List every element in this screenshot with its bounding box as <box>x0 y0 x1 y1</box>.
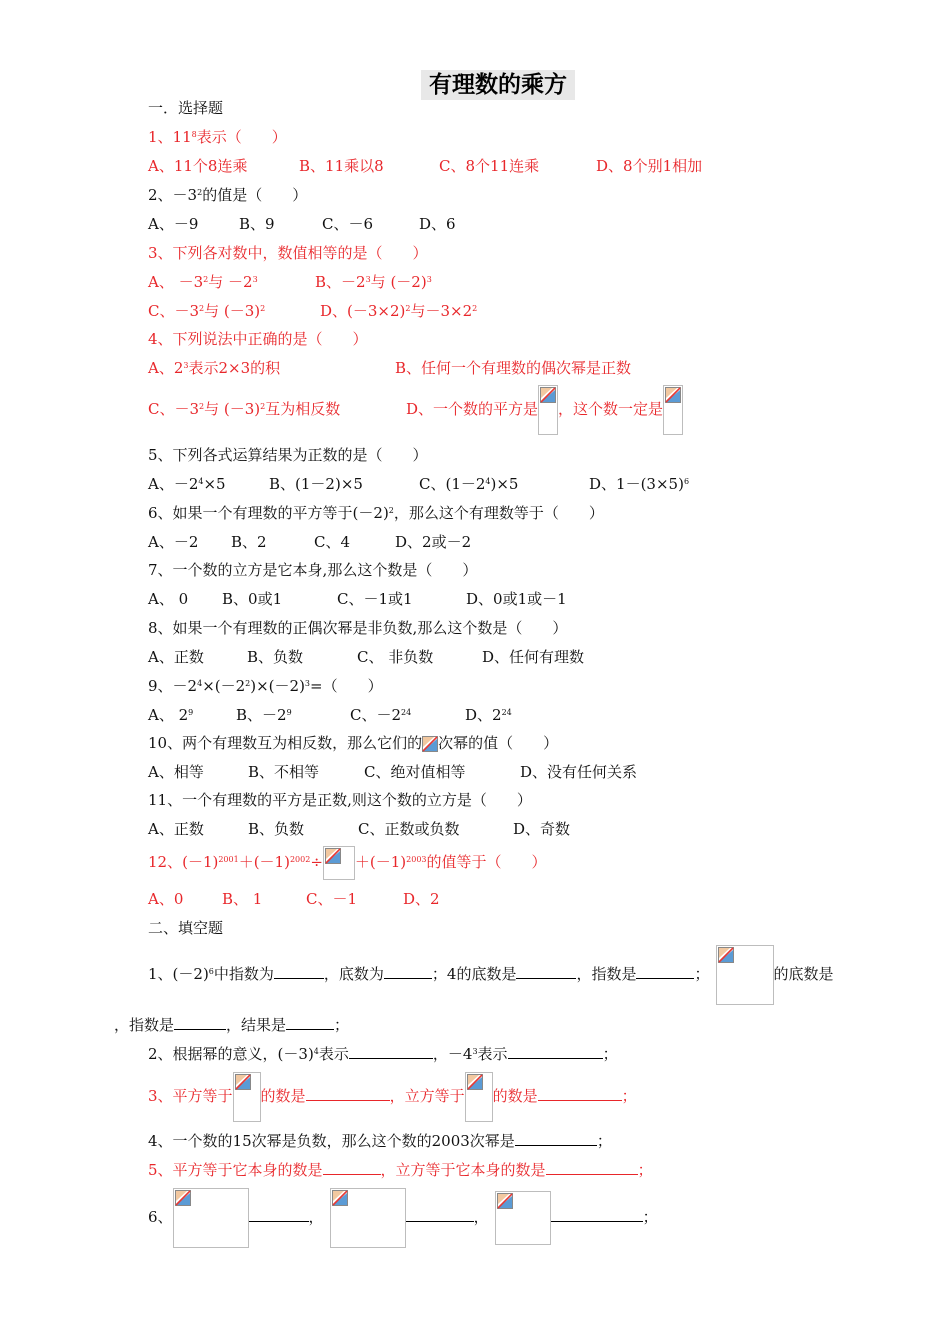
option-d: D、奇数 <box>513 820 571 838</box>
option-d: D、0或1或－1 <box>466 590 567 608</box>
option-d: D、任何有理数 <box>482 648 585 666</box>
question-10-options <box>148 762 637 782</box>
question-6: 6、如果一个有理数的平方等于$(-2)^2$，那么这个有理数等于（ ） <box>148 504 604 522</box>
option-d: D、8个别1相加 <box>596 157 703 175</box>
option-a: A、$2^3$表示2×3的积 <box>148 359 281 377</box>
option-d: D、$2^{24}$ <box>465 706 512 724</box>
question-12: 12、$(-1)^{2001}+(-1)^{2002}\div$ $+(-1)^{2003}$的值等于（ ） <box>148 844 547 880</box>
section-fill-heading: 二、填空题 <box>148 919 224 937</box>
answer-blank[interactable] <box>349 1044 433 1059</box>
broken-image-icon <box>330 1188 406 1248</box>
question-1: 1、$11^8$表示（ ） <box>148 128 287 146</box>
option-a: A、$-2^4\times 5$ <box>148 475 226 493</box>
option-b: B、任何一个有理数的偶次幂是正数 <box>395 359 632 377</box>
option-b: B、 1 <box>222 890 263 908</box>
option-a: A、－2 <box>148 533 199 551</box>
broken-image-icon <box>422 736 438 752</box>
option-a: A、 $-3^2$与 $-2^3$ <box>148 273 258 291</box>
option-d: D、6 <box>419 215 456 233</box>
fill-3: 3、平方等于 的数是 ，立方等于 的数是 ； <box>148 1070 637 1122</box>
broken-image-icon <box>663 385 683 435</box>
answer-blank[interactable] <box>551 1207 643 1222</box>
option-a: A、0 <box>148 890 184 908</box>
option-b: B、$-2^9$ <box>236 706 292 724</box>
question-5: 5、下列各式运算结果为正数的是（ ） <box>148 446 428 464</box>
option-d: D、没有任何关系 <box>520 763 638 781</box>
option-b: B、不相等 <box>248 763 320 781</box>
answer-blank[interactable] <box>516 964 576 979</box>
fill-2: 2、根据幂的意义，$(-3)^4$表示 ，$-4^3$表示 ； <box>148 1045 618 1063</box>
question-10: 10、两个有理数互为相反数，那么它们的 次幂的值（ ） <box>148 734 559 752</box>
answer-blank[interactable] <box>515 1131 597 1146</box>
option-c: C、4 <box>314 533 351 551</box>
question-4-options-ab <box>148 358 631 378</box>
option-b: B、2 <box>231 533 267 551</box>
option-c: C、$-2^{24}$ <box>350 706 412 724</box>
question-5-options <box>148 474 689 494</box>
question-2: 2、$-3^2$的值是（ ） <box>148 186 308 204</box>
option-c: C、正数或负数 <box>358 820 460 838</box>
fill-6: 6、 ， ， ； <box>148 1186 658 1248</box>
answer-blank[interactable] <box>406 1207 474 1222</box>
page-title: 有理数的乘方 <box>421 70 575 100</box>
option-c: C、 非负数 <box>357 648 434 666</box>
option-b: B、负数 <box>247 648 304 666</box>
option-b: B、9 <box>239 215 275 233</box>
question-4: 4、下列说法中正确的是（ ） <box>148 330 368 348</box>
option-d: D、2或－2 <box>395 533 472 551</box>
answer-blank[interactable] <box>508 1044 603 1059</box>
question-11-options <box>148 819 570 839</box>
answer-blank[interactable] <box>174 1015 226 1030</box>
option-a: A、－9 <box>148 215 199 233</box>
option-b: B、0或1 <box>222 590 283 608</box>
option-a: A、 0 <box>148 590 189 608</box>
option-b: B、(1－2)×5 <box>269 475 363 493</box>
fill-5: 5、平方等于它本身的数是 ，立方等于它本身的数是 ； <box>148 1161 653 1179</box>
broken-image-icon <box>495 1191 551 1245</box>
answer-blank[interactable] <box>286 1015 334 1030</box>
question-4-options-cd <box>148 383 683 435</box>
broken-image-icon <box>173 1188 249 1248</box>
option-c: C、－1 <box>306 890 358 908</box>
question-3: 3、下列各对数中，数值相等的是（ ） <box>148 244 428 262</box>
fill-1: 1、$(-2)^6$中指数为 ，底数为 ；4的底数是 ，指数是 ； 的底数是 <box>148 944 834 1005</box>
question-11: 11、一个有理数的平方是正数,则这个数的立方是（ ） <box>148 791 532 809</box>
section-choice-heading: 一．选择题 <box>148 99 224 117</box>
question-2-options <box>148 214 456 234</box>
question-3-options-ab <box>148 272 432 292</box>
option-c: C、绝对值相等 <box>364 763 466 781</box>
question-6-options <box>148 532 471 552</box>
option-a: A、正数 <box>148 820 204 838</box>
option-c: C、$-3^2$与 $(-3)^2$ <box>148 302 266 320</box>
answer-blank[interactable] <box>636 964 694 979</box>
answer-blank[interactable] <box>538 1086 622 1101</box>
option-c: C、$(1-2^4)\times 5$ <box>419 475 519 493</box>
option-b: B、$-2^3$与 $(-2)^3$ <box>315 273 432 291</box>
answer-blank[interactable] <box>249 1207 309 1222</box>
option-a: A、11个8连乘 <box>148 157 248 175</box>
option-a: A、 $2^9$ <box>148 706 194 724</box>
option-c: C、－6 <box>322 215 374 233</box>
option-c: C、－1或1 <box>337 590 413 608</box>
option-b: B、11乘以8 <box>299 157 384 175</box>
fill-1-continued: ，指数是 ，结果是 ； <box>114 1016 350 1034</box>
answer-blank[interactable] <box>384 964 432 979</box>
option-a: A、正数 <box>148 648 204 666</box>
question-12-options <box>148 889 440 909</box>
answer-blank[interactable] <box>323 1160 381 1175</box>
broken-image-icon <box>538 385 558 435</box>
question-3-options-cd <box>148 301 477 321</box>
option-d: D、2 <box>403 890 440 908</box>
option-b: B、负数 <box>248 820 305 838</box>
broken-image-icon <box>323 846 355 880</box>
option-c: C、8个11连乘 <box>439 157 540 175</box>
option-d: D、$(-3\times 2)^2$与$-3\times 2^2$ <box>320 302 478 320</box>
answer-blank[interactable] <box>546 1160 638 1175</box>
question-7-options <box>148 589 567 609</box>
option-d: D、一个数的平方是 ，这个数一定是 <box>406 383 683 435</box>
answer-blank[interactable] <box>306 1086 390 1101</box>
answer-blank[interactable] <box>274 964 324 979</box>
option-c: C、$-3^2$与 $(-3)^2$互为相反数 <box>148 400 341 418</box>
option-a: A、相等 <box>148 763 204 781</box>
question-9: 9、$-2^4\times(-2^2)\times(-2)^3=$（ ） <box>148 677 383 695</box>
question-8-options <box>148 647 584 667</box>
broken-image-icon <box>233 1072 261 1122</box>
fill-4: 4、一个数的15次幂是负数，那么这个数的2003次幂是 ； <box>148 1132 612 1150</box>
question-8: 8、如果一个有理数的正偶次幂是非负数,那么这个数是（ ） <box>148 619 568 637</box>
broken-image-icon <box>465 1072 493 1122</box>
question-9-options <box>148 705 512 725</box>
option-d: D、$1-(3\times 5)^6$ <box>589 475 690 493</box>
broken-image-icon <box>716 945 774 1005</box>
question-1-options <box>148 156 702 176</box>
question-7: 7、一个数的立方是它本身,那么这个数是（ ） <box>148 561 478 579</box>
